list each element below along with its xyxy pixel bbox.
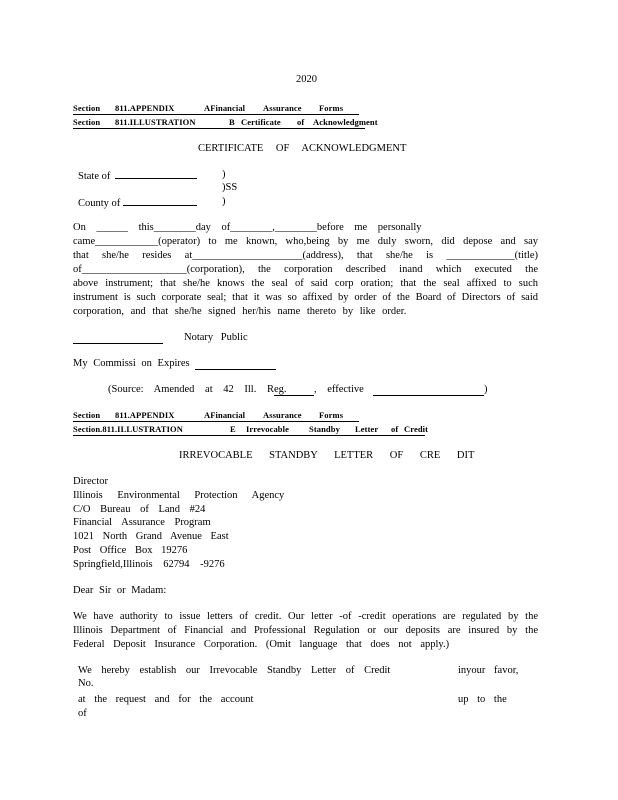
s2-r1-c2: AFinancial [204, 410, 246, 420]
s2-r2-c4: Letter [355, 424, 379, 434]
s1-r1-c0: Section [73, 103, 101, 113]
s1-r2-c1: 811.ILLUSTRATION [115, 117, 196, 127]
s2-r2-c0: Section.811.ILLUSTRATION [73, 424, 183, 434]
commission-blank[interactable] [195, 369, 276, 370]
s2-r1-c4: Forms [319, 410, 344, 420]
cert-line-6: instrument is such corporate seal; that it was so affixed by order of the Board of Directors of said [73, 292, 538, 303]
address-line-6: Post Office Box 19276 [73, 544, 188, 556]
state-row [78, 168, 197, 183]
authority-line-1: We have authority to issue letters of credit. Our letter -of -credit operations are regulated by the [73, 611, 538, 622]
s1-r1-c1: 811.APPENDIX [115, 103, 175, 113]
source-open: (Source: Amended at 42 Ill. Reg. [108, 384, 287, 395]
source-close: ) [484, 384, 488, 395]
s2-r2-c1: E [230, 424, 236, 434]
address-line-1: Director [73, 476, 108, 487]
address-block [73, 475, 284, 572]
state-label: State of [78, 171, 111, 182]
s2-r2-c6: Credit [404, 424, 429, 434]
cert-body [73, 221, 538, 319]
section2-rule2 [73, 435, 425, 436]
address-line-4: Financial Assurance Program [73, 517, 211, 529]
letter-title: IRREVOCABLE STANDBY LETTER OF CRE DIT [179, 450, 475, 461]
address-line-2: Illinois Environmental Protection Agency [73, 489, 285, 501]
s2-r2-c5: of [391, 424, 399, 434]
address-line-7: Springfield,Illinois 62794 -9276 [73, 558, 225, 570]
cert-line-3: that she/he resides at_____________________(address), that she/he is _____________(title) [73, 250, 538, 261]
establish-left-2: No. [78, 678, 94, 689]
source-reg-blank[interactable] [274, 395, 314, 396]
cert-title: CERTIFICATE OF ACKNOWLEDGMENT [198, 143, 407, 154]
s1-r2-c0: Section [73, 117, 101, 127]
ss-mark: )SS [222, 182, 238, 193]
establish-right-3: up to the [458, 694, 507, 705]
s1-r1-c4: Forms [319, 103, 344, 113]
section1-rule1 [73, 114, 359, 115]
year: 2020 [296, 74, 317, 85]
county-row [78, 195, 197, 210]
s2-r1-c0: Section [73, 410, 101, 420]
commission-label: My Commissi on Expires [73, 358, 190, 369]
section2-rule1 [73, 421, 359, 422]
s1-r2-c5: Acknowledgment [313, 117, 378, 127]
cert-line-2: came____________(operator) to me known, who,being by me duly sworn, did depose and say [73, 236, 538, 247]
authority-line-3: Federal Deposit Insurance Corporation. (Omit language that does not apply.) [73, 639, 450, 650]
county-label: County of [78, 198, 121, 209]
establish-left-1: We hereby establish our Irrevocable Standby Letter of Credit [78, 665, 391, 676]
s2-r1-c3: Assurance [263, 410, 302, 420]
paren-1: ) [222, 169, 226, 180]
establish-left-3: at the request and for the account [78, 694, 254, 705]
notary-signature-line[interactable] [73, 343, 163, 344]
s1-r2-c4: of [297, 117, 305, 127]
s1-r2-c3: Certificate [241, 117, 281, 127]
source-mid: , effective [314, 384, 364, 395]
cert-line-7: corporation, and that she/he signed her/his name thereto by like order. [73, 306, 407, 317]
cert-line-1: On ______ this________day of________,________before me personally [73, 222, 422, 233]
address-line-3: C/O Bureau of Land #24 [73, 503, 206, 515]
authority-line-2: Illinois Department of Financial and Professional Regulation or our deposits are insured by the [73, 625, 538, 636]
authority-paragraph [73, 610, 538, 652]
source-effective-blank[interactable] [373, 395, 484, 396]
state-blank[interactable] [115, 168, 197, 179]
s2-r1-c1: 811.APPENDIX [115, 410, 175, 420]
s1-r2-c2: B [229, 117, 235, 127]
s1-r1-c2: AFinancial [204, 103, 246, 113]
cert-line-5: above instrument; that she/he knows the seal of said corp oration; that the seal affixed to such [73, 278, 538, 289]
s2-r2-c2: Irrevocable [246, 424, 289, 434]
county-blank[interactable] [123, 195, 197, 206]
salutation: Dear Sir or Madam: [73, 585, 167, 596]
establish-left-4: of [78, 708, 87, 719]
s2-r2-c3: Standby [309, 424, 340, 434]
notary-label: Notary Public [184, 332, 248, 343]
paren-2: ) [222, 196, 226, 207]
establish-right-1: inyour favor, [458, 665, 519, 676]
section1-rule2 [73, 128, 365, 129]
cert-line-4: of____________________(corporation), the corporation described inand which executed the [73, 264, 538, 275]
address-line-5: 1021 North Grand Avenue East [73, 531, 229, 543]
s1-r1-c3: Assurance [263, 103, 302, 113]
